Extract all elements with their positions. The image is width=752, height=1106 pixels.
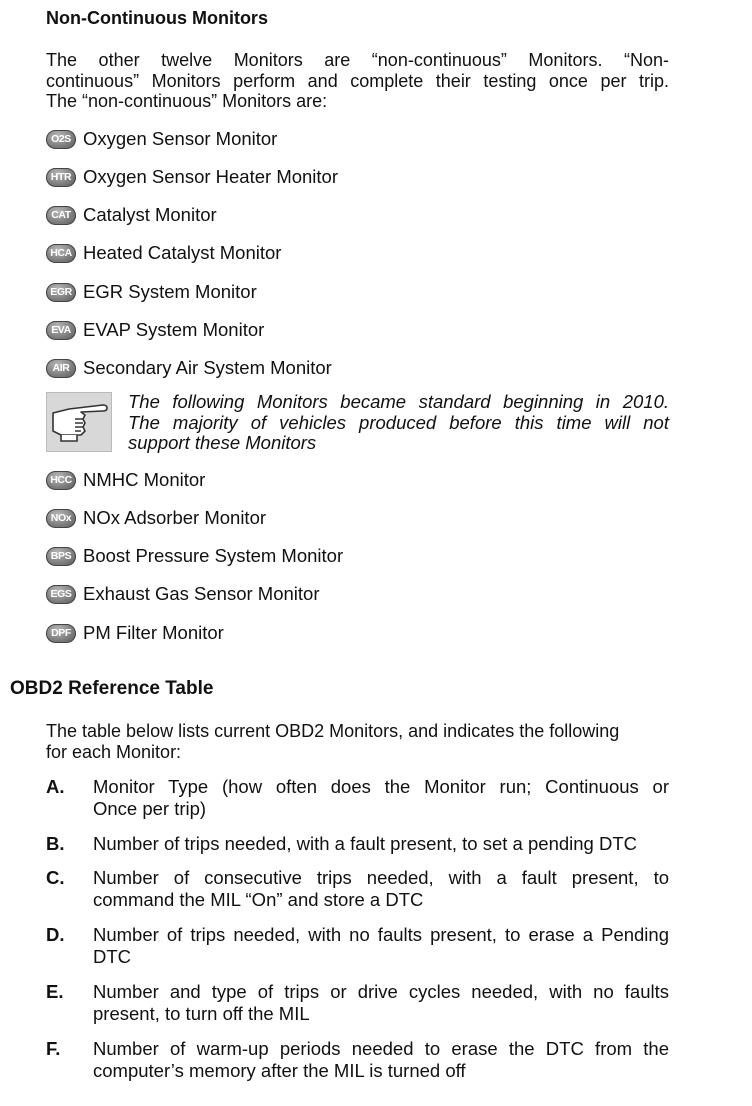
item-line: present, to turn off the MIL: [93, 1003, 310, 1024]
note-line: The following Monitors became standard beginning in 2010.: [128, 391, 669, 412]
monitor-label: EGR System Monitor: [83, 281, 257, 302]
item-text: [93, 981, 669, 1025]
monitor-item: [46, 202, 217, 228]
o2s-icon: O2S: [46, 130, 76, 149]
hca-icon: HCA: [46, 244, 76, 263]
air-icon: AIR: [46, 359, 76, 378]
monitor-item: [46, 164, 338, 190]
intro-line: The “non-continuous” Monitors are:: [46, 91, 328, 111]
monitor-item: [46, 317, 264, 343]
monitor-label: Secondary Air System Monitor: [83, 357, 332, 378]
note-line: The majority of vehicles produced before this time will not: [128, 411, 669, 433]
monitor-item: [46, 543, 343, 569]
bps-icon: BPS: [46, 547, 76, 566]
section-title-non-continuous: Non-Continuous Monitors: [46, 8, 268, 28]
monitor-item: [46, 467, 205, 493]
item-line: Number of trips needed, with no faults present, to erase a Pending: [93, 924, 669, 945]
item-line: command the MIL “On” and store a DTC: [93, 889, 424, 910]
monitor-item: [46, 581, 320, 607]
item-letter: B.: [46, 833, 65, 854]
item-letter: E.: [46, 981, 64, 1002]
item-text: [93, 776, 669, 820]
hcc-icon: HCC: [46, 471, 76, 490]
reference-intro: [46, 721, 669, 762]
monitor-label: PM Filter Monitor: [83, 622, 224, 643]
monitor-label: Catalyst Monitor: [83, 204, 217, 225]
item-line: DTC: [93, 946, 132, 967]
item-line: computer’s memory after the MIL is turned off: [93, 1060, 466, 1081]
note-line: support these Monitors: [128, 432, 317, 453]
egs-icon: EGS: [46, 585, 76, 604]
htr-icon: HTR: [46, 168, 76, 187]
intro-line: The table below lists current OBD2 Monitors, and indicates the following: [46, 721, 620, 741]
monitor-item: [46, 620, 224, 646]
monitor-item: [46, 505, 266, 531]
item-letter: C.: [46, 867, 65, 888]
note-box: [46, 392, 112, 452]
item-line: Once per trip): [93, 798, 207, 819]
monitor-item: [46, 355, 332, 381]
monitor-label: Oxygen Sensor Monitor: [83, 128, 278, 149]
monitor-item: [46, 279, 257, 305]
monitor-label: Exhaust Gas Sensor Monitor: [83, 583, 320, 604]
dpf-icon: DPF: [46, 624, 76, 643]
monitor-item: [46, 126, 277, 152]
item-line: Number of warm-up periods needed to erase the DTC from the: [93, 1038, 669, 1059]
pointing-hand-icon: [47, 393, 111, 451]
monitor-label: Heated Catalyst Monitor: [83, 242, 282, 263]
nox-icon: NOx: [46, 509, 76, 528]
intro-paragraph: [46, 50, 669, 112]
intro-line: The other twelve Monitors are “non-continuous” Monitors. “Non-: [46, 50, 669, 70]
item-text: [93, 833, 669, 855]
egr-icon: EGR: [46, 283, 76, 302]
monitor-label: Oxygen Sensor Heater Monitor: [83, 166, 339, 187]
monitor-label: NOx Adsorber Monitor: [83, 507, 267, 528]
item-text: [93, 867, 669, 911]
section-title-reference-table: OBD2 Reference Table: [10, 678, 214, 699]
item-line: Monitor Type (how often does the Monitor run; Continuous or: [93, 776, 669, 797]
monitor-label: Boost Pressure System Monitor: [83, 545, 344, 566]
monitor-label: NMHC Monitor: [83, 469, 206, 490]
item-line: Number and type of trips or drive cycles needed, with no faults: [93, 981, 669, 1002]
item-letter: A.: [46, 776, 65, 797]
monitor-label: EVAP System Monitor: [83, 319, 265, 340]
item-text: [93, 924, 669, 968]
item-line: Number of consecutive trips needed, with a fault present, to: [93, 867, 669, 888]
item-text: [93, 1038, 669, 1082]
intro-line: for each Monitor:: [46, 741, 182, 762]
intro-line: continuous” Monitors perform and complete their testing once per trip.: [46, 70, 669, 91]
cat-icon: CAT: [46, 206, 76, 225]
item-letter: D.: [46, 924, 65, 945]
eva-icon: EVA: [46, 321, 76, 340]
item-letter: F.: [46, 1038, 61, 1059]
monitor-item: [46, 240, 281, 266]
note-text: [128, 392, 669, 454]
item-line: Number of trips needed, with a fault present, to set a pending DTC: [93, 833, 637, 854]
